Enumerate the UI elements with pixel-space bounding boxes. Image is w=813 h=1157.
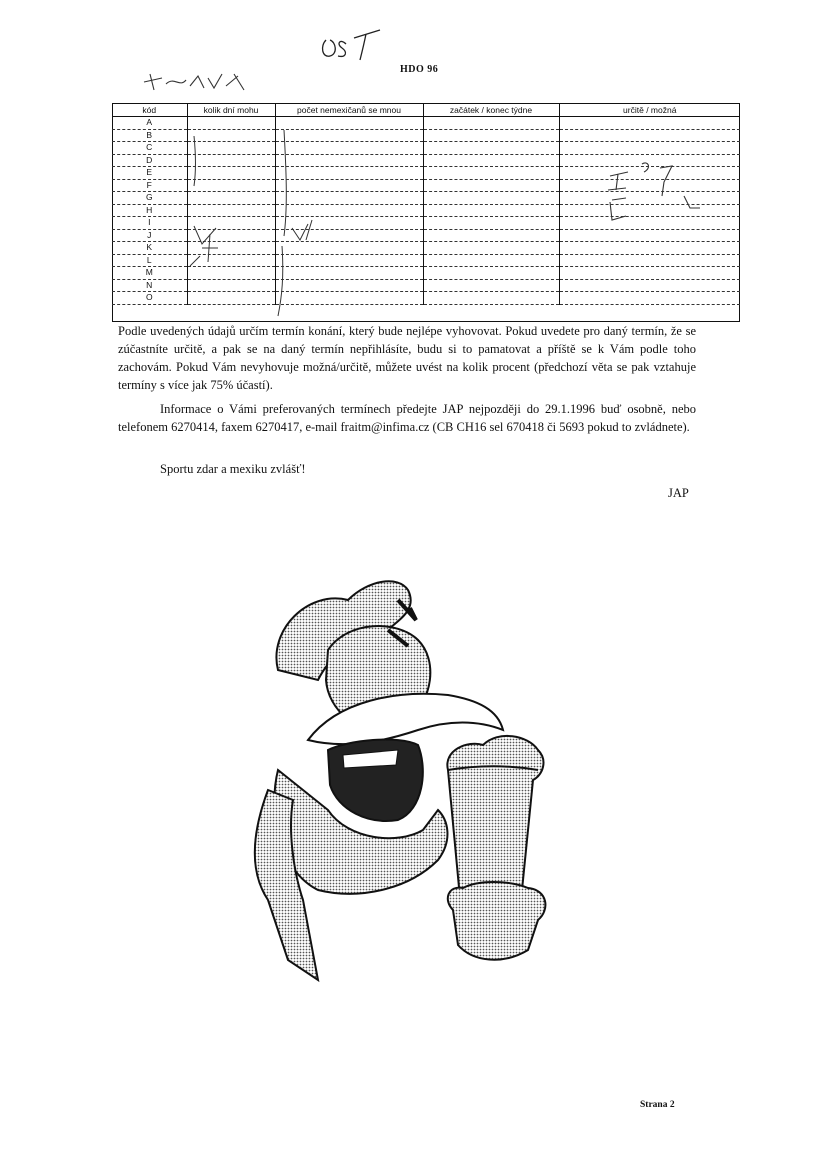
contact-paragraph: Informace o Vámi preferovaných termínech předejte JAP nejpozději do 29.1.1996 buď osobně, nebo telefonem 6270414, faxem 6270417, e-mail fraitm@infima.cz (CB CH16 sel 670418 či 5693 pokud to zvládnete). bbox=[118, 402, 696, 434]
row-code: I bbox=[112, 217, 187, 230]
table-header-row bbox=[112, 103, 740, 117]
row-code: B bbox=[112, 129, 187, 142]
column-header-days: kolik dní mohu bbox=[187, 103, 275, 117]
cartoon-illustration bbox=[248, 570, 598, 990]
column-header-companions: počet nemexičanů se mnou bbox=[275, 103, 423, 117]
handwritten-name-scribble bbox=[140, 66, 260, 96]
page-number: Strana 2 bbox=[640, 1100, 675, 1110]
row-code: C bbox=[112, 142, 187, 155]
handwritten-ost-scribble bbox=[318, 22, 388, 64]
closing-greeting: Sportu zdar a mexiku zvlášť! bbox=[160, 462, 306, 476]
row-code: A bbox=[112, 117, 187, 130]
row-code: N bbox=[112, 279, 187, 292]
page-title: HDO 96 bbox=[400, 64, 439, 75]
handwritten-table-marks bbox=[112, 116, 740, 320]
row-code: E bbox=[112, 167, 187, 180]
signature: JAP bbox=[668, 486, 689, 500]
column-header-week: začátek / konec týdne bbox=[423, 103, 559, 117]
row-code: G bbox=[112, 192, 187, 205]
column-header-code: kód bbox=[112, 103, 187, 117]
row-code: D bbox=[112, 154, 187, 167]
row-code: M bbox=[112, 267, 187, 280]
column-header-certainty: určitě / možná bbox=[559, 103, 740, 117]
row-code: O bbox=[112, 292, 187, 305]
row-code: F bbox=[112, 179, 187, 192]
row-code: K bbox=[112, 242, 187, 255]
row-code: H bbox=[112, 204, 187, 217]
row-code: J bbox=[112, 229, 187, 242]
row-code: L bbox=[112, 254, 187, 267]
instructions-paragraph: Podle uvedených údajů určím termín konání, který bude nejlépe vyhovovat. Pokud uvedete pro daný termín, že se zúčastníte určitě, a pak se na daný termín nepřihlásíte, budu si to pamatovat a příště se k Vám podle toho zachovám. Pokud Vám nevyhovuje možná/určitě, můžete uvést na kolik procent (předchozí věta se pak vztahuje termíny s více jak 75% účastí). bbox=[118, 324, 696, 392]
